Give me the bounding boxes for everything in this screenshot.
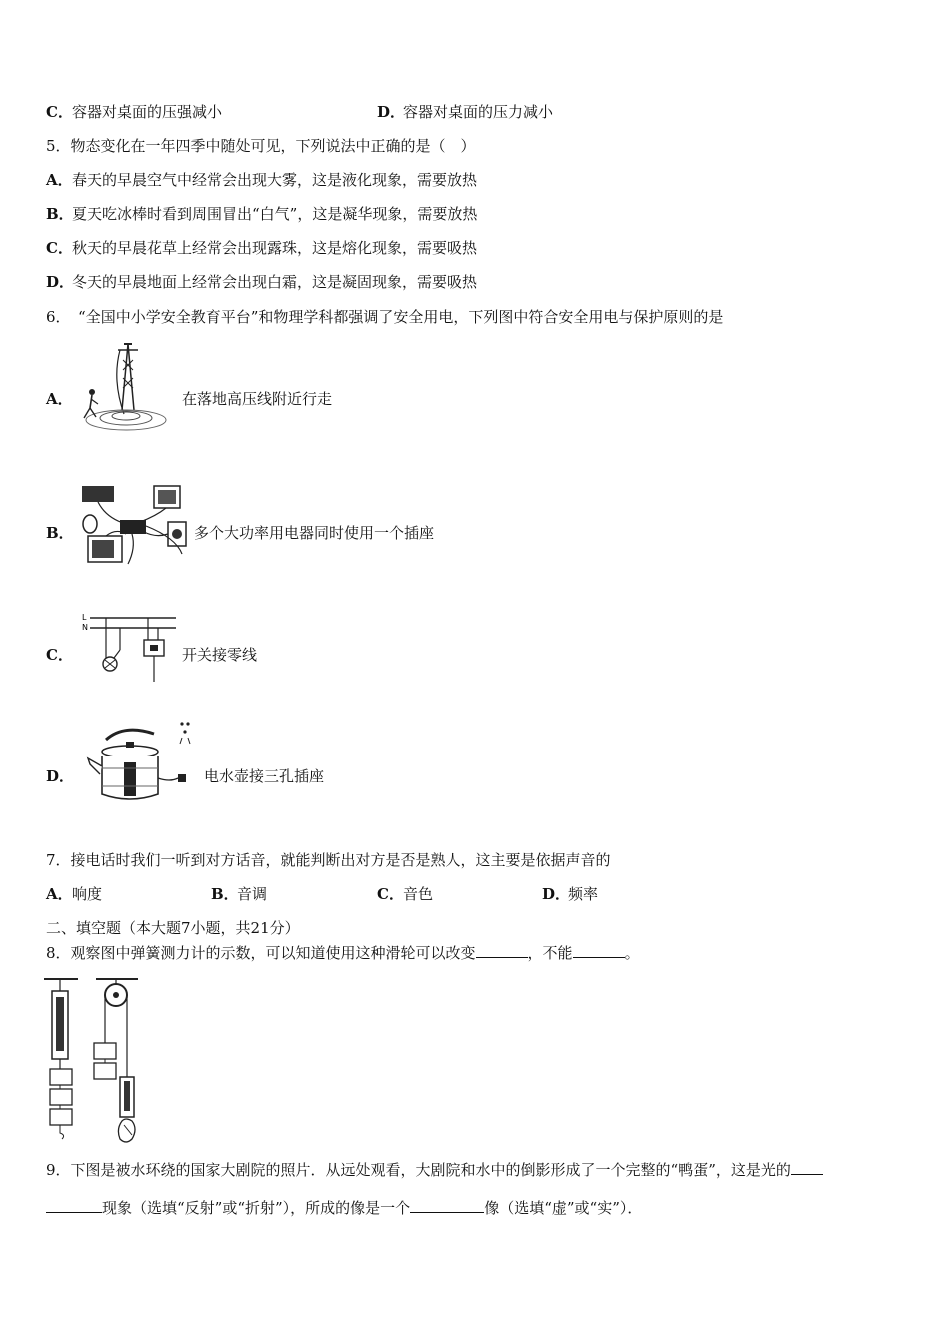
pulley-spring-scale-figure — [40, 975, 160, 1147]
q6-option-b-caption: 多个大功率用电器同时使用一个插座 — [194, 524, 435, 542]
option-label: C． — [46, 103, 73, 121]
q6-option-c-caption: 开关接零线 — [182, 646, 258, 664]
q4-option-d — [377, 102, 553, 122]
q8-blank-1[interactable] — [476, 943, 528, 958]
q7-stem: 7．接电话时我们一听到对方话音，就能判断出对方是否是熟人，这主要是依据声音的 — [46, 851, 611, 869]
q7-option-a — [46, 884, 102, 904]
q7-option-c — [377, 884, 433, 904]
high-voltage-line-figure — [76, 340, 176, 434]
q9-stem-part-3: 像（选填“虚”或“实”）． — [484, 1199, 643, 1217]
q6-option-a-caption: 在落地高压线附近行走 — [182, 390, 333, 408]
q9-line-2 — [46, 1198, 642, 1218]
q8-stem-part-c: 。 — [624, 944, 640, 962]
q9-stem-part-2: 现象（选填“反射”或“折射”），所成的像是一个 — [102, 1199, 411, 1217]
option-label: D． — [542, 885, 571, 903]
option-text: 频率 — [568, 885, 599, 903]
q8-blank-2[interactable] — [573, 943, 625, 958]
q6-option-a-label — [46, 389, 72, 409]
q9-line-1 — [46, 1160, 823, 1180]
option-text: 容器对桌面的压力减小 — [403, 103, 554, 121]
option-text: 容器对桌面的压强减小 — [72, 103, 223, 121]
q5-option-a — [46, 170, 477, 190]
q8-stem — [46, 943, 640, 963]
q6-stem: 6． “全国中小学安全教育平台”和物理学科都强调了安全用电，下列图中符合安全用电与保护原则的是 — [46, 308, 724, 326]
option-label: C． — [46, 239, 73, 257]
option-text: 冬天的早晨地面上经常会出现白霜，这是凝固现象，需要吸热 — [72, 273, 478, 291]
q9-blank-1b[interactable] — [46, 1198, 102, 1213]
option-label: B． — [46, 205, 74, 223]
option-label: A． — [46, 390, 73, 408]
option-label: C． — [377, 885, 404, 903]
q8-stem-part-b: ，不能 — [527, 944, 573, 962]
option-label: D． — [46, 273, 75, 291]
neutral-wire-label: N — [82, 623, 88, 632]
option-label: B． — [211, 885, 239, 903]
q5-option-b — [46, 204, 477, 224]
switch-on-neutral-circuit — [80, 610, 180, 684]
q6-option-d-caption: 电水壶接三孔插座 — [204, 767, 325, 785]
q9-stem-part-1: 9．下图是被水环绕的国家大剧院的照片．从远处观看，大剧院和水中的倒影形成了一个完整的“鸭蛋”，这是光的 — [46, 1161, 791, 1179]
option-label: D． — [46, 767, 75, 785]
q5-option-c — [46, 238, 477, 258]
q5-stem: 5．物态变化在一年四季中随处可见，下列说法中正确的是（ ） — [46, 137, 476, 155]
electric-kettle-figure — [78, 718, 198, 808]
q7-option-b — [211, 884, 267, 904]
section-title: 二、填空题（本大题7小题，共21分） — [46, 919, 300, 937]
q5-option-d — [46, 272, 477, 292]
q7-option-d — [542, 884, 598, 904]
option-text: 秋天的早晨花草上经常会出现露珠，这是熔化现象，需要吸热 — [72, 239, 478, 257]
option-label: C． — [46, 646, 73, 664]
option-text: 音调 — [237, 885, 268, 903]
q4-option-c — [46, 102, 222, 122]
option-label: B． — [46, 524, 74, 542]
option-text: 响度 — [72, 885, 103, 903]
q9-blank-2[interactable] — [410, 1198, 484, 1213]
option-text: 夏天吃冰棒时看到周围冒出“白气”，这是凝华现象，需要放热 — [72, 205, 478, 223]
q9-blank-1a[interactable] — [791, 1160, 823, 1175]
option-label: A． — [46, 885, 73, 903]
q6-option-c-label — [46, 645, 72, 665]
option-label: A． — [46, 171, 73, 189]
overloaded-socket-figure — [76, 478, 188, 568]
option-text: 音色 — [403, 885, 434, 903]
live-wire-label: L — [82, 613, 87, 622]
q6-option-d-label — [46, 766, 75, 786]
q6-option-b-label — [46, 523, 72, 543]
option-label: D． — [377, 103, 406, 121]
q8-stem-part-a: 8．观察图中弹簧测力计的示数，可以知道使用这种滑轮可以改变 — [46, 944, 476, 962]
option-text: 春天的早晨空气中经常会出现大雾，这是液化现象，需要放热 — [72, 171, 478, 189]
